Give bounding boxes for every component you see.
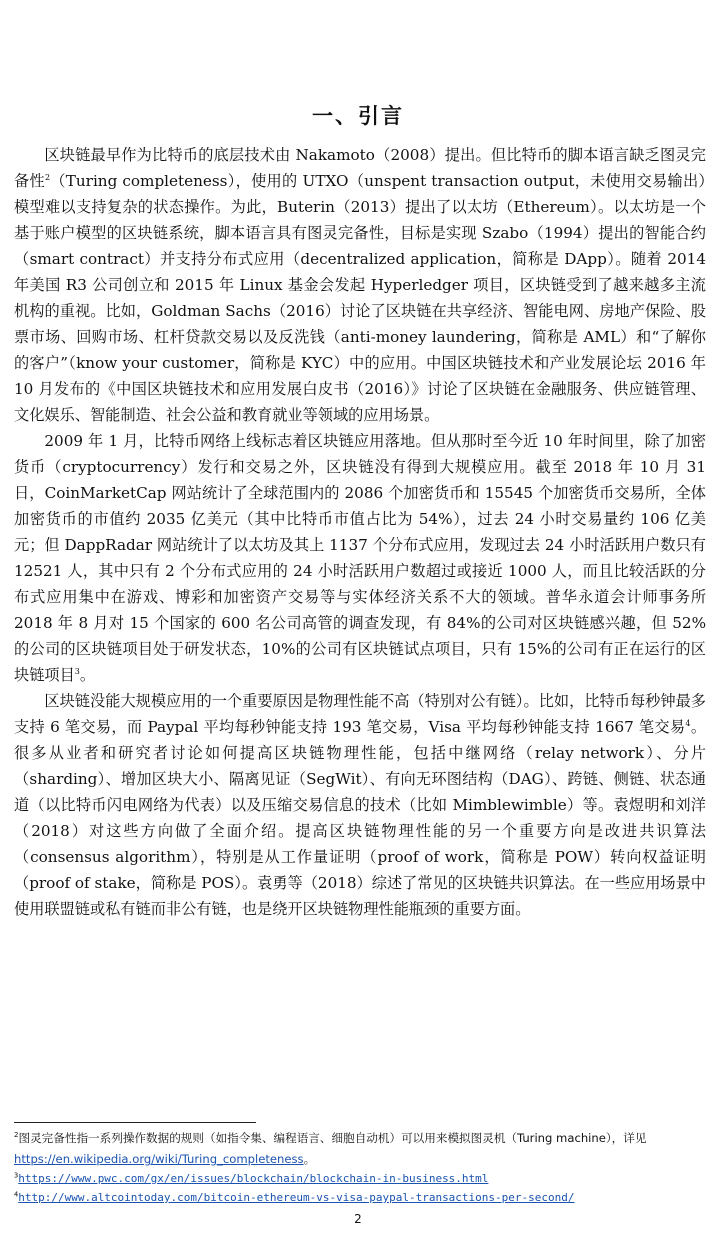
footnote-ref-3[interactable]: 3: [74, 666, 80, 676]
page-number: 2: [354, 1212, 362, 1226]
paragraph-3-text-a: 区块链没能大规模应用的一个重要原因是物理性能不高（特别对公有链）。比如，比特币每秒钟最多支持 6 笔交易，而 Paypal 平均每秒钟能支持 193 笔交易，Visa 平均每秒钟能支持 1667 笔交易: [14, 692, 706, 736]
footnote-2-link[interactable]: https://en.wikipedia.org/wiki/Turing_completeness: [14, 1152, 304, 1166]
paragraph-2: [14, 428, 706, 688]
footnote-2-text: 图灵完备性指一系列操作数据的规则（如指令集、编程语言、细胞自动机）可以用来模拟图灵机（Turing machine），详见: [18, 1131, 647, 1145]
footnote-3-link[interactable]: https://www.pwc.com/gx/en/issues/blockchain/blockchain-in-business.html: [18, 1172, 489, 1185]
paragraph-3-text-b: 。很多从业者和研究者讨论如何提高区块链物理性能，包括中继网络（relay network）、分片（sharding）、增加区块大小、隔离见证（SegWit）、有向无环图结构（DAG）、跨链、侧链、状态通道（以比特币闪电网络为代表）以及压缩交易信息的技术（比如 Mimblewimble）等。袁煜明和刘洋（2018）对这些方向做了全面介绍。提高区块链物理性能的另一个重要方向是改进共识算法（consensus algorithm），特别是从工作量证明（proof of work，简称是 POW）转向权益证明（proof of stake，简称是 POS）。袁勇等（2018）综述了常见的区块链共识算法。在一些应用场景中使用联盟链或私有链而非公有链，也是绕开区块链物理性能瓶颈的重要方面。: [14, 718, 707, 918]
footnote-3-number: 3: [14, 1171, 19, 1180]
paragraph-1-text-b: （Turing completeness），使用的 UTXO（unspent transaction output，未使用交易输出）模型难以支持复杂的状态操作。为此，Buterin（2013）提出了以太坊（Ethereum）。以太坊是一个基于账户模型的区块链系统，脚本语言具有图灵完备性，目标是实现 Szabo（1994）提出的智能合约（smart contract）并支持分布式应用（decentralized application，简称是 DApp）。随着 2014 年美国 R3 公司创立和 2015 年 Linux 基金会发起 Hyperledger 项目，区块链受到了越来越多主流机构的重视。比如，Goldman Sachs（2016）讨论了区块链在共享经济、智能电网、房地产保险、股票市场、回购市场、杠杆贷款交易以及反洗钱（anti-money laundering，简称是 AML）和“了解你的客户”（know your customer，简称是 KYC）中的应用。中国区块链技术和产业发展论坛 2016 年 10 月发布的《中国区块链技术和应用发展白皮书（2016）》讨论了区块链在金融服务、供应链管理、文化娱乐、智能制造、社会公益和教育就业等领域的应用场景。: [14, 172, 707, 424]
paragraph-1: [14, 142, 706, 428]
section-heading: 一、引言: [312, 104, 404, 128]
footnote-divider: [14, 1122, 256, 1123]
footnote-4: [14, 1187, 704, 1208]
footnote-2: [14, 1128, 704, 1170]
footnote-2-end: 。: [303, 1152, 316, 1166]
paragraph-3: [14, 688, 706, 922]
footnote-ref-4[interactable]: 4: [685, 718, 691, 728]
footnote-2-number: 2: [14, 1131, 19, 1140]
paragraph-2-text-a: 2009 年 1 月，比特币网络上线标志着区块链应用落地。但从那时至今近 10 年时间里，除了加密货币（cryptocurrency）发行和交易之外，区块链没有得到大规模应用。截至 2018 年 10 月 31 日，CoinMarketCap 网站统计了全球范围内的 2086 个加密货币和 15545 个加密货币交易所，全体加密货币的市值约 2035 亿美元（其中比特币市值占比为 54%），过去 24 小时交易量约 106 亿美元；但 DappRadar 网站统计了以太坊及其上 1137 个分布式应用，发现过去 24 小时活跃用户数只有 12521 人，其中只有 2 个分布式应用的 24 小时活跃用户数超过或接近 1000 人，而且比较活跃的分布式应用集中在游戏、博彩和加密资产交易等与实体经济关系不大的领域。普华永道会计师事务所 2018 年 8 月对 15 个国家的 600 名公司高管的调查发现，有 84%的公司对区块链感兴趣，但 52%的公司的区块链项目处于研发状态，10%的公司有区块链试点项目，只有 15%的公司有正在运行的区块链项目: [14, 432, 706, 684]
footnote-ref-2[interactable]: 2: [44, 172, 51, 182]
paragraph-2-text-b: 。: [79, 666, 96, 684]
paragraph-1-text-a: 区块链最早作为比特币的底层技术由 Nakamoto（2008）提出。但比特币的脚本语言缺乏图灵完备性: [14, 146, 706, 190]
footnote-4-number: 4: [14, 1190, 19, 1199]
body-text: [14, 142, 706, 922]
footnote-3: [14, 1168, 704, 1189]
footnote-4-link[interactable]: http://www.altcointoday.com/bitcoin-ethereum-vs-visa-paypal-transactions-per-second/: [18, 1191, 575, 1204]
